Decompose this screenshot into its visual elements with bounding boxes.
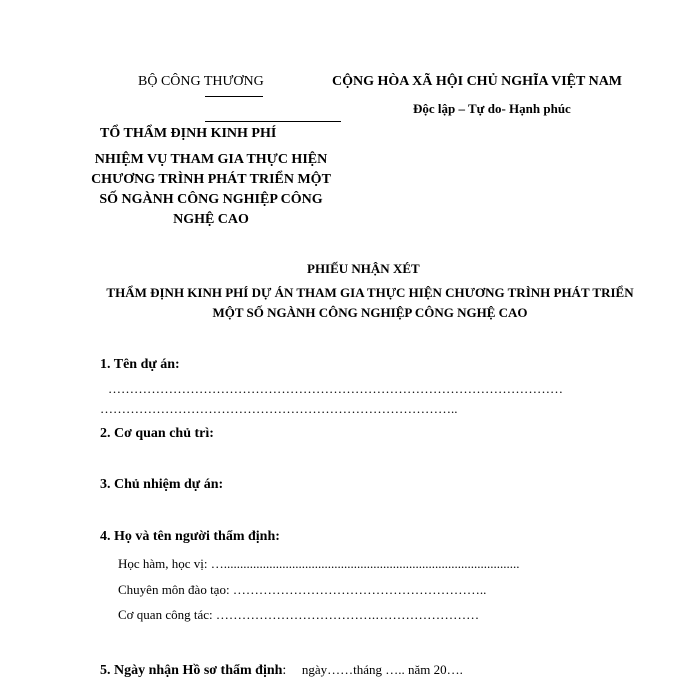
group-rule: [205, 121, 341, 122]
reviewer-org-field[interactable]: Cơ quan công tác: ……………………………….……………………: [118, 607, 480, 622]
reviewer-rank-field[interactable]: Học hàm, học vị: …...........................................................................................: [118, 556, 520, 571]
ministry-name: BỘ CÔNG THƯƠNG: [138, 74, 264, 89]
project-name-line-2[interactable]: ………………………………………………………………………..: [100, 401, 458, 416]
section-5-label: 5. Ngày nhận Hồ sơ thẩm định: [100, 663, 283, 678]
section-4-label: 4. Họ và tên người thẩm định:: [100, 529, 280, 544]
group-task-line-1: NHIỆM VỤ THAM GIA THỰC HIỆN: [94, 152, 328, 167]
section-1-label: 1. Tên dự án:: [100, 357, 180, 372]
section-3-label: 3. Chủ nhiệm dự án:: [100, 477, 224, 492]
group-task: [80, 150, 342, 230]
document-subtitle-line-2: MỘT SỐ NGÀNH CÔNG NGHIỆP CÔNG NGHỆ CAO: [212, 305, 528, 320]
document-title: PHIẾU NHẬN XÉT: [307, 261, 420, 276]
group-task-line-3: SỐ NGÀNH CÔNG NGHIỆP CÔNG: [99, 192, 323, 207]
section-5-colon: :: [282, 663, 287, 678]
receipt-date-field[interactable]: ngày……tháng ….. năm 20….: [301, 662, 463, 677]
document-subtitle-line-1: THẨM ĐỊNH KINH PHÍ DỰ ÁN THAM GIA THỰC HIỆN CHƯƠNG TRÌNH PHÁT TRIỂN: [106, 285, 634, 300]
ministry-underline: [205, 96, 263, 97]
project-name-line-1[interactable]: ……………………………………………………………………………………………: [108, 381, 563, 396]
section-2-label: 2. Cơ quan chủ trì:: [100, 426, 214, 441]
group-name: TỔ THẨM ĐỊNH KINH PHÍ: [100, 126, 277, 141]
national-motto: Độc lập – Tự do- Hạnh phúc: [413, 101, 571, 116]
country-name: CỘNG HÒA XÃ HỘI CHỦ NGHĨA VIỆT NAM: [332, 74, 623, 89]
reviewer-major-field[interactable]: Chuyên môn đào tạo: …………………………………………………..: [118, 582, 487, 597]
group-task-line-4: NGHỆ CAO: [173, 212, 249, 227]
group-task-line-2: CHƯƠNG TRÌNH PHÁT TRIỂN MỘT: [91, 172, 331, 187]
section-5-row: [100, 662, 463, 679]
